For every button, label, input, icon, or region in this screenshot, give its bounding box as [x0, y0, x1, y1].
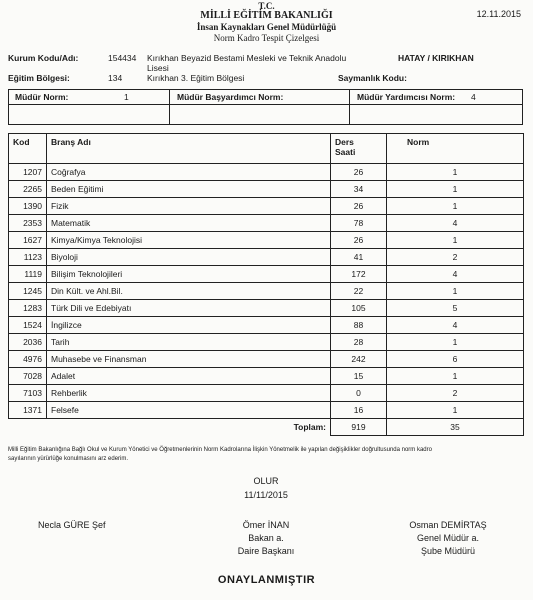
branch-name: Bilişim Teknolojileri: [47, 266, 331, 283]
approved-stamp: ONAYLANMIŞTIR: [217, 574, 316, 586]
yardimci-norm-label: Müdür Yardımcısı Norm:: [357, 92, 456, 102]
print-date: 12.11.2015: [476, 9, 521, 19]
institution-code: 154434: [108, 53, 137, 63]
branch-code: 1524: [9, 317, 47, 334]
branch-name: Muhasebe ve Finansman: [47, 351, 331, 368]
branch-code: 2353: [9, 215, 47, 232]
table-row: [9, 317, 524, 334]
signature-left: Necla GÜRE Şef: [38, 520, 106, 530]
table-row: [9, 181, 524, 198]
branch-norm: 1: [387, 164, 524, 181]
branch-code: 1245: [9, 283, 47, 300]
branch-name: Beden Eğitimi: [47, 181, 331, 198]
branch-hours: 242: [331, 351, 387, 368]
branch-name: Din Kült. ve Ahl.Bil.: [47, 283, 331, 300]
region-label: Eğitim Bölgesi:: [8, 73, 70, 83]
branch-code: 7028: [9, 368, 47, 385]
col-header-branch: Branş Adı: [47, 134, 331, 164]
manager-norm-box: [8, 89, 523, 125]
institution-name-line2: Lisesi: [147, 63, 169, 73]
region-code: 134: [108, 73, 123, 83]
branch-code: 1390: [9, 198, 47, 215]
branch-norm: 4: [387, 215, 524, 232]
branch-name: Coğrafya: [47, 164, 331, 181]
country-label: T.C.: [258, 1, 275, 11]
table-row: [9, 249, 524, 266]
branch-norm: 4: [387, 317, 524, 334]
branch-hours: 88: [331, 317, 387, 334]
norm-divider: [169, 90, 170, 124]
table-row: [9, 232, 524, 249]
branch-hours: 172: [331, 266, 387, 283]
table-row: [9, 283, 524, 300]
norm-divider: [349, 90, 350, 124]
signature-right-title2: Şube Müdürü: [420, 546, 476, 556]
branch-code: 1123: [9, 249, 47, 266]
branch-code: 1207: [9, 164, 47, 181]
branch-hours: 41: [331, 249, 387, 266]
branch-hours: 105: [331, 300, 387, 317]
branch-name: Tarih: [47, 334, 331, 351]
branch-norm: 4: [387, 266, 524, 283]
branch-norm: 1: [387, 283, 524, 300]
branch-hours: 16: [331, 402, 387, 419]
branch-norm: 1: [387, 368, 524, 385]
branch-norm: 2: [387, 249, 524, 266]
col-header-hours: Ders Saati: [331, 134, 387, 164]
branch-code: 1283: [9, 300, 47, 317]
institution-name-line1: Kırıkhan Beyazid Bestami Mesleki ve Teknik Anadolu: [147, 53, 347, 63]
branch-code: 2265: [9, 181, 47, 198]
table-row: [9, 300, 524, 317]
branch-hours: 28: [331, 334, 387, 351]
branch-hours: 78: [331, 215, 387, 232]
mudur-norm-label: Müdür Norm:: [15, 92, 69, 102]
col-header-norm: Norm: [387, 134, 524, 164]
branch-name: Felsefe: [47, 402, 331, 419]
table-row: [9, 198, 524, 215]
branch-name: Biyoloji: [47, 249, 331, 266]
total-hours: 919: [331, 419, 387, 436]
branch-code: 1627: [9, 232, 47, 249]
branch-code: 2036: [9, 334, 47, 351]
table-row: [9, 266, 524, 283]
branch-name: İngilizce: [47, 317, 331, 334]
manager-norm-row: [9, 90, 522, 105]
table-row: [9, 215, 524, 232]
branch-norm: 1: [387, 402, 524, 419]
branch-hours: 26: [331, 198, 387, 215]
branch-norm: 2: [387, 385, 524, 402]
saymanlik-label: Saymanlık Kodu:: [338, 73, 407, 83]
branch-hours: 26: [331, 164, 387, 181]
col-header-code: Kod: [9, 134, 47, 164]
branch-code: 1119: [9, 266, 47, 283]
branch-code: 7103: [9, 385, 47, 402]
branch-name: Türk Dili ve Edebiyatı: [47, 300, 331, 317]
signature-center-name: Ömer İNAN: [242, 520, 290, 530]
branch-norm: 1: [387, 334, 524, 351]
branch-code: 4976: [9, 351, 47, 368]
branch-norm: 6: [387, 351, 524, 368]
approval-date: 11/11/2015: [244, 490, 288, 500]
yardimci-norm-value: 4: [471, 92, 476, 102]
table-row: [9, 402, 524, 419]
total-label: Toplam:: [9, 419, 331, 436]
branch-norm: 5: [387, 300, 524, 317]
branch-norm: 1: [387, 232, 524, 249]
branch-code: 1371: [9, 402, 47, 419]
table-header-row: [9, 134, 524, 164]
table-row: [9, 351, 524, 368]
mudur-norm-value: 1: [124, 92, 129, 102]
branch-name: Adalet: [47, 368, 331, 385]
footnote-line1: Milli Eğitim Bakanlığına Bağlı Okul ve Kurum Yönetici ve Öğretmenlerinin Norm Kadrolarına İlişkin Yönetmelik ile yapılan değişiklikler doğrultusunda norm kadro: [8, 447, 432, 453]
branch-norm: 1: [387, 181, 524, 198]
branch-hours: 0: [331, 385, 387, 402]
branch-name: Fizik: [47, 198, 331, 215]
form-title: Norm Kadro Tespit Çizelgesi: [213, 33, 320, 43]
ministry-title: MİLLİ EĞİTİM BAKANLIĞI: [200, 10, 333, 21]
institution-location: HATAY / KIRIKHAN: [398, 53, 474, 63]
olur-label: OLUR: [253, 476, 279, 486]
branch-norm: 1: [387, 198, 524, 215]
branch-hours: 26: [331, 232, 387, 249]
branch-name: Kimya/Kimya Teknolojisi: [47, 232, 331, 249]
total-norm: 35: [387, 419, 524, 436]
table-row: [9, 368, 524, 385]
footnote-line2: sayılarının yürürlüğe konulmasını arz ederim.: [8, 456, 129, 462]
branch-hours: 15: [331, 368, 387, 385]
branch-name: Matematik: [47, 215, 331, 232]
table-row: [9, 164, 524, 181]
basyardimci-norm-label: Müdür Başyardımcı Norm:: [177, 92, 284, 102]
table-row: [9, 334, 524, 351]
branch-hours: 22: [331, 283, 387, 300]
branch-hours: 34: [331, 181, 387, 198]
signature-center-title1: Bakan a.: [248, 533, 284, 543]
table-row: [9, 385, 524, 402]
institution-code-label: Kurum Kodu/Adı:: [8, 53, 79, 63]
directorate-title: İnsan Kaynakları Genel Müdürlüğü: [196, 22, 337, 32]
signature-center-title2: Daire Başkanı: [237, 546, 295, 556]
region-name: Kırıkhan 3. Eğitim Bölgesi: [147, 73, 245, 83]
signature-right-name: Osman DEMİRTAŞ: [409, 520, 487, 530]
branch-name: Rehberlik: [47, 385, 331, 402]
total-row: [9, 419, 524, 436]
signature-right-title1: Genel Müdür a.: [416, 533, 480, 543]
norm-table: [8, 133, 524, 436]
